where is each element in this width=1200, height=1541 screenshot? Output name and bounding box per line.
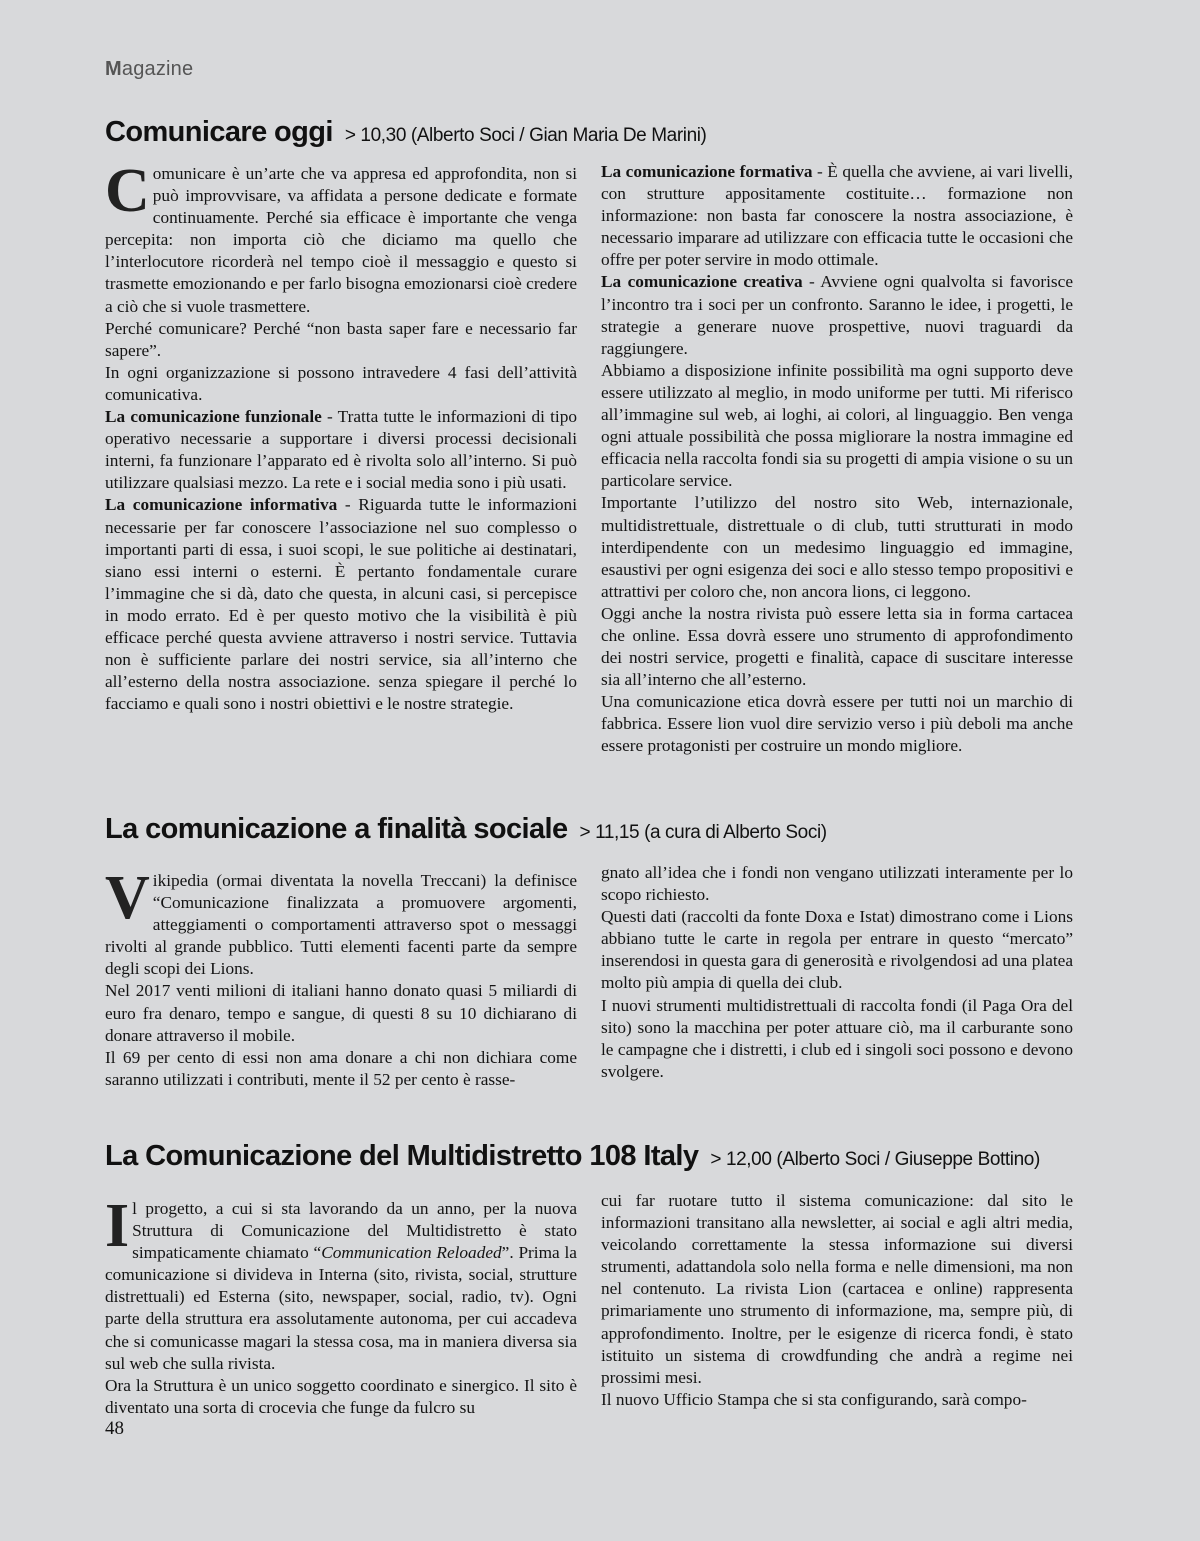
right-column bbox=[601, 161, 1073, 758]
magazine-header bbox=[105, 58, 193, 81]
paragraph-lead: La comunicazione informativa bbox=[105, 495, 338, 515]
paragraph-lead: La comunicazione formativa bbox=[601, 162, 813, 181]
paragraph: Importante l’utilizzo del nostro sito Web, internazionale, multidistrettuale, distrettuale o di club, tutti strutturati in modo interdipendente con un medesimo linguaggio ed immagine, esaustivi per ogni esigenza dei soci e allo stesso tempo propositivi e attrattivi per coloro che, non ancora lions, ci leggono. bbox=[601, 493, 1073, 601]
paragraph bbox=[105, 494, 577, 715]
section-heading bbox=[105, 813, 1073, 846]
left-column bbox=[105, 1192, 577, 1419]
paragraph-text: l progetto, a cui si sta lavorando da un anno, per la nuova Struttura di Comunicazione del Multidistretto è stato simpaticamente chiamato “ bbox=[132, 1199, 577, 1263]
paragraph: Nel 2017 venti milioni di italiani hanno donato quasi 5 miliardi di euro fra denaro, tempo e sangue, di questi 8 su 10 dichiarano di donare attraverso il mobile. bbox=[105, 981, 577, 1045]
paragraph-text: - È quella che avviene, ai vari livelli, con strutture appositamente costituite… formazione non informazione: non basta far conoscere la nostra associazione, è necessario imparare ad utilizzare con efficacia tutte le occasioni che offre per poter servire in modo ottimale. bbox=[601, 162, 1074, 270]
page-number: 48 bbox=[105, 1418, 124, 1439]
paragraph bbox=[105, 157, 577, 318]
paragraph: gnato all’idea che i fondi non vengano utilizzati interamente per lo scopo richiesto. bbox=[601, 863, 1073, 905]
section-heading bbox=[105, 1140, 1073, 1173]
paragraph: I nuovi strumenti multidistrettuali di raccolta fondi (il Paga Ora del sito) sono la macchina per poter attuare ciò, ma il carburante sono le campagne che i distretti, i club ed i singoli soci possono e devono svolgere. bbox=[601, 995, 1073, 1081]
paragraph: Questi dati (raccolti da fonte Doxa e Istat) dimostrano come i Lions abbiano tutte le carte in regola per entrare in questo “mercato” inserendosi in questa gara di generosità e rivolgendosi ad una platea molto più ampia di quella dei club. bbox=[601, 907, 1073, 993]
paragraph-lead: La comunicazione funzionale bbox=[105, 407, 322, 427]
left-column bbox=[105, 864, 577, 1091]
section-finalita-sociale bbox=[105, 813, 1073, 1091]
paragraph bbox=[601, 161, 1073, 271]
section-title: Comunicare oggi bbox=[105, 116, 333, 148]
left-column bbox=[105, 157, 578, 758]
paragraph-text: - Tratta tutte le informazioni di tipo operativo necessarie a supportare i diversi processi decisionali interni, fa funzionare l’apparato ed è rivolta solo all’interno. Si può utilizzare qualsiasi mezzo. La rete e i social media sono i più usati. bbox=[105, 407, 577, 493]
section-multidistretto bbox=[105, 1140, 1073, 1419]
paragraph: Abbiamo a disposizione infinite possibilità ma ogni supporto deve essere utilizzato al meglio, in modo uniforme per tutti. Mi riferisco all’immagine sul web, ai loghi, ai colori, al linguaggio. Ben venga ogni attuale possibilità che possa migliorare la nostra immagine ed efficacia nella raccolta fondi sia su progetti di ampia visione o su un particolare service. bbox=[601, 360, 1073, 491]
paragraph: Ora la Struttura è un unico soggetto coordinato e sinergico. Il sito è diventato una sorta di crocevia che funge da fulcro su bbox=[105, 1375, 577, 1417]
paragraph: Il 69 per cento di essi non ama donare a chi non dichiara come saranno utilizzati i contributi, mente il 52 per cento è rasse- bbox=[105, 1047, 577, 1089]
project-name: Communication Reloaded bbox=[321, 1243, 502, 1263]
paragraph-text: - Riguarda tutte le informazioni necessarie per far conoscere l’associazione nel suo complesso o importanti parti di essa, i suoi scopi, le sue politiche ai destinatari, siano essi interni o esterni. È pertanto fondamentale curare l’immagine che si dà, dato che questa, in alcuni casi, si percepisce in modo errato. Ed è per questo motivo che la visibilità è più efficace perché questa avviene attraverso i nostri service. Tuttavia non è sufficiente parlare dei nostri service, sia all’interno che all’esterno della nostra associazione. senza spiegare il perché lo facciamo e quali sono i nostri obiettivi e le nostre strategie. bbox=[105, 495, 578, 714]
header-initial: M bbox=[105, 58, 122, 80]
paragraph-text: - Avviene ogni qualvolta si favorisce l’incontro tra i soci per un confronto. Saranno le idee, i progetti, le strategie a generare nuove prospettive, nuovi traguardi da raggiungere. bbox=[601, 272, 1073, 358]
paragraph-lead: La comunicazione creativa bbox=[601, 272, 803, 292]
paragraph bbox=[105, 406, 577, 494]
paragraph: cui far ruotare tutto il sistema comunicazione: dal sito le informazioni transitano alla newsletter, ai social e agli altri media, veicolando correttamente la stessa informazione sui diversi strumenti, adattandola solo nella forma e nelle dimensioni, ma non nel contenuto. La rivista Lion (cartacea e online) rappresenta primariamente uno strumento di informazione, ma, sempre più, di approfondimento. Inoltre, per le esigenze di ricerca fondi, è stato istituito un sistema di crowdfunding che andrà a regime nei prossimi mesi. bbox=[601, 1191, 1073, 1387]
section-subtitle: > 12,00 (Alberto Soci / Giuseppe Bottino) bbox=[710, 1149, 1040, 1170]
paragraph bbox=[105, 864, 577, 980]
section-comunicare-oggi bbox=[105, 116, 1073, 758]
section-title: La comunicazione a finalità sociale bbox=[105, 813, 568, 845]
paragraph bbox=[105, 1192, 577, 1375]
paragraph-text: ”. Prima la comunicazione si divideva in Interna (sito, rivista, social, strutture distrettuali) ed Esterna (sito, newspaper, social, radio, tv). Ogni parte della struttura era assolutamente autonoma, per cui accadeva che si comunicasse magari la stessa cosa, ma in maniera diversa sia sul web che sulla rivista. bbox=[105, 1243, 577, 1373]
right-column bbox=[601, 1190, 1073, 1419]
right-column bbox=[601, 862, 1073, 1091]
section-heading bbox=[105, 116, 1073, 149]
paragraph-text: omunicare è un’arte che va appresa ed approfondita, non si può improvvisare, va affidata a persone dedicate e formate continuamente. Perché sia efficace è importante che venga percepita: non importa ciò che diciamo ma quello che l’interlocutore ricorderà nel tempo cioè il messaggio e questo si trasmette emozionando e per farlo bisogna emozionarsi cioè credere a ciò che si vuole trasmettere. bbox=[105, 164, 577, 316]
paragraph: Il nuovo Ufficio Stampa che si sta configurando, sarà compo- bbox=[601, 1389, 1027, 1409]
paragraph: Una comunicazione etica dovrà essere per tutti noi un marchio di fabbrica. Essere lion vuol dire servizio verso i più deboli ma anche essere protagonisti per costruire un mondo migliore. bbox=[601, 692, 1073, 756]
section-subtitle: > 10,30 (Alberto Soci / Gian Maria De Marini) bbox=[344, 125, 707, 146]
paragraph bbox=[601, 271, 1073, 359]
section-subtitle: > 11,15 (a cura di Alberto Soci) bbox=[579, 822, 827, 843]
paragraph: Perché comunicare? Perché “non basta saper fare e necessario far sapere”. bbox=[105, 318, 577, 360]
paragraph: In ogni organizzazione si possono intravedere 4 fasi dell’attività comunicativa. bbox=[105, 362, 577, 404]
paragraph-text: ikipedia (ormai diventata la novella Treccani) la definisce “Comunicazione finalizzata a promuovere argomenti, atteggiamenti o comportamenti attraverso spot o messaggi rivolti al grande pubblico. Tutti elementi facenti parte da sempre degli scopi dei Lions. bbox=[105, 871, 577, 979]
paragraph: Oggi anche la nostra rivista può essere letta sia in forma cartacea che online. Essa dovrà essere uno strumento di approfondimento dei nostri service, progetti e finalità, capace di suscitare interesse sia all’interno che all’esterno. bbox=[601, 603, 1073, 690]
section-title: La Comunicazione del Multidistretto 108 Italy bbox=[105, 1140, 699, 1172]
drop-cap: I bbox=[105, 1192, 130, 1260]
drop-cap: C bbox=[105, 157, 150, 225]
drop-cap: V bbox=[105, 864, 150, 932]
header-text: agazine bbox=[121, 58, 194, 80]
